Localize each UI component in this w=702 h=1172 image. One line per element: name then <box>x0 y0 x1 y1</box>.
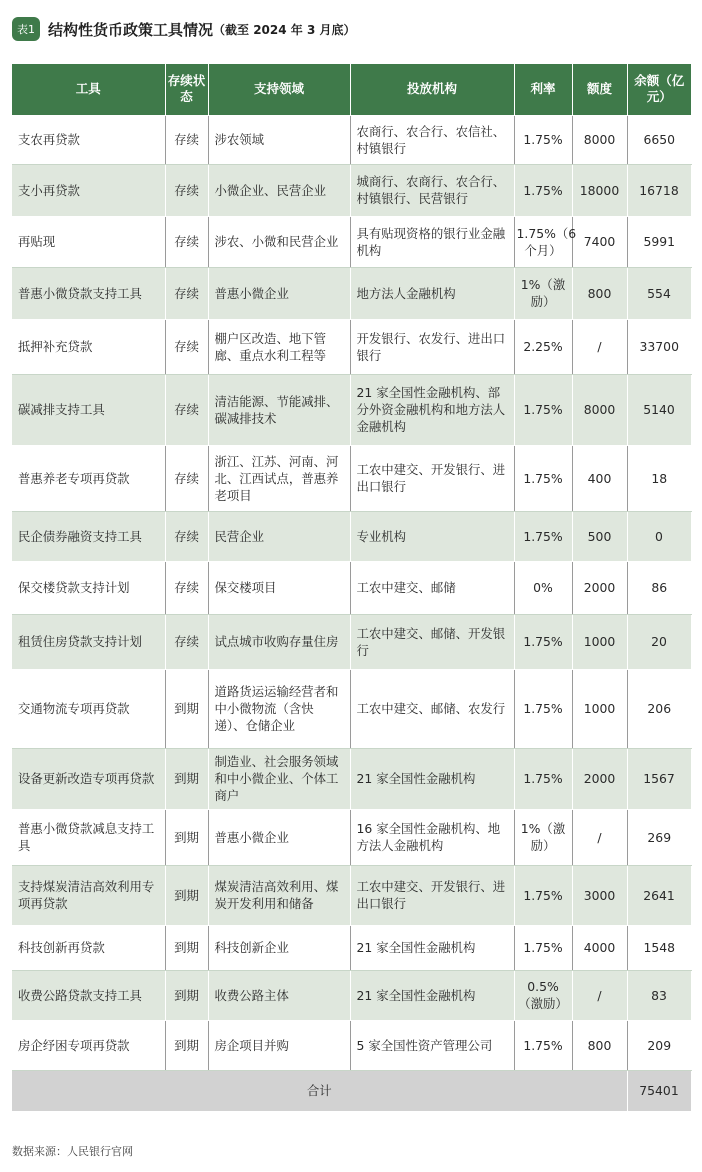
table-row <box>12 164 691 216</box>
cell-quota: 500 <box>572 511 627 561</box>
cell-quota: 7400 <box>572 216 627 267</box>
cell-area: 民营企业 <box>208 511 350 561</box>
table-row <box>12 374 691 445</box>
total-label: 合计 <box>12 1070 627 1111</box>
cell-rate: 1.75% <box>514 164 572 216</box>
table-caption <box>12 14 692 44</box>
cell-balance: 33700 <box>627 319 691 374</box>
cell-status: 存续 <box>165 319 208 374</box>
cell-status: 存续 <box>165 374 208 445</box>
table-row <box>12 809 691 865</box>
cell-rate: 1%（激励） <box>514 267 572 319</box>
cell-quota: 8000 <box>572 374 627 445</box>
cell-rate: 0% <box>514 561 572 614</box>
total-balance: 75401 <box>627 1070 691 1111</box>
cell-status: 到期 <box>165 865 208 925</box>
policy-tools-table <box>12 64 692 1111</box>
cell-institution: 农商行、农合行、农信社、村镇银行 <box>350 115 514 164</box>
cell-balance: 6650 <box>627 115 691 164</box>
cell-balance: 1548 <box>627 925 691 970</box>
cell-tool: 保交楼贷款支持计划 <box>12 561 165 614</box>
cell-rate: 1.75% <box>514 511 572 561</box>
table-date-note: （截至 2024 年 3 月底） <box>213 22 356 37</box>
cell-tool: 碳减排支持工具 <box>12 374 165 445</box>
cell-balance: 206 <box>627 669 691 748</box>
cell-quota: / <box>572 809 627 865</box>
cell-institution: 16 家全国性金融机构、地方法人金融机构 <box>350 809 514 865</box>
cell-status: 存续 <box>165 445 208 511</box>
cell-quota: / <box>572 970 627 1020</box>
cell-quota: 400 <box>572 445 627 511</box>
header-status: 存续状态 <box>165 64 208 115</box>
cell-rate: 1.75%（6个月） <box>514 216 572 267</box>
cell-tool: 租赁住房贷款支持计划 <box>12 614 165 669</box>
cell-institution: 5 家全国性资产管理公司 <box>350 1020 514 1070</box>
cell-area: 棚户区改造、地下管廊、重点水利工程等 <box>208 319 350 374</box>
cell-area: 普惠小微企业 <box>208 267 350 319</box>
cell-status: 存续 <box>165 115 208 164</box>
header-tool: 工具 <box>12 64 165 115</box>
cell-institution: 工农中建交、邮储、开发银行 <box>350 614 514 669</box>
cell-tool: 普惠小微贷款减息支持工具 <box>12 809 165 865</box>
cell-institution: 具有贴现资格的银行业金融机构 <box>350 216 514 267</box>
cell-tool: 抵押补充贷款 <box>12 319 165 374</box>
table-row <box>12 970 691 1020</box>
cell-quota: 18000 <box>572 164 627 216</box>
cell-rate: 1.75% <box>514 374 572 445</box>
cell-tool: 再贴现 <box>12 216 165 267</box>
cell-quota: 800 <box>572 267 627 319</box>
table-row <box>12 319 691 374</box>
cell-tool: 普惠小微贷款支持工具 <box>12 267 165 319</box>
cell-balance: 18 <box>627 445 691 511</box>
cell-status: 到期 <box>165 669 208 748</box>
table-row <box>12 267 691 319</box>
cell-rate: 1.75% <box>514 669 572 748</box>
cell-rate: 1.75% <box>514 925 572 970</box>
cell-rate: 1.75% <box>514 614 572 669</box>
table-row <box>12 925 691 970</box>
cell-institution: 工农中建交、开发银行、进出口银行 <box>350 865 514 925</box>
cell-tool: 房企纾困专项再贷款 <box>12 1020 165 1070</box>
header-row <box>12 64 691 115</box>
cell-balance: 1567 <box>627 748 691 809</box>
table-row <box>12 669 691 748</box>
cell-institution: 工农中建交、邮储 <box>350 561 514 614</box>
cell-area: 科技创新企业 <box>208 925 350 970</box>
cell-balance: 86 <box>627 561 691 614</box>
cell-balance: 5991 <box>627 216 691 267</box>
table-row <box>12 1020 691 1070</box>
cell-quota: 1000 <box>572 614 627 669</box>
cell-balance: 554 <box>627 267 691 319</box>
table-row <box>12 115 691 164</box>
cell-rate: 1.75% <box>514 748 572 809</box>
cell-tool: 支小再贷款 <box>12 164 165 216</box>
cell-balance: 2641 <box>627 865 691 925</box>
cell-area: 制造业、社会服务领域和中小微企业、个体工商户 <box>208 748 350 809</box>
cell-area: 小微企业、民营企业 <box>208 164 350 216</box>
cell-status: 到期 <box>165 748 208 809</box>
table-title: 结构性货币政策工具情况 <box>48 20 214 39</box>
cell-status: 存续 <box>165 614 208 669</box>
cell-area: 清洁能源、节能减排、碳减排技术 <box>208 374 350 445</box>
cell-tool: 交通物流专项再贷款 <box>12 669 165 748</box>
cell-status: 存续 <box>165 164 208 216</box>
cell-institution: 开发银行、农发行、进出口银行 <box>350 319 514 374</box>
cell-area: 普惠小微企业 <box>208 809 350 865</box>
cell-rate: 1.75% <box>514 115 572 164</box>
cell-status: 到期 <box>165 970 208 1020</box>
cell-area: 道路货运运输经营者和中小微物流（含快递）、仓储企业 <box>208 669 350 748</box>
cell-rate: 1%（激励） <box>514 809 572 865</box>
table-row <box>12 216 691 267</box>
cell-tool: 民企债券融资支持工具 <box>12 511 165 561</box>
cell-institution: 21 家全国性金融机构 <box>350 748 514 809</box>
cell-status: 到期 <box>165 1020 208 1070</box>
table-number-badge: 表1 <box>12 17 40 41</box>
cell-tool: 设备更新改造专项再贷款 <box>12 748 165 809</box>
cell-rate: 1.75% <box>514 445 572 511</box>
cell-institution: 21 家全国性金融机构、部分外资金融机构和地方法人金融机构 <box>350 374 514 445</box>
cell-quota: 2000 <box>572 748 627 809</box>
cell-institution: 城商行、农商行、农合行、村镇银行、民营银行 <box>350 164 514 216</box>
cell-area: 浙江、江苏、河南、河北、江西试点，普惠养老项目 <box>208 445 350 511</box>
cell-tool: 普惠养老专项再贷款 <box>12 445 165 511</box>
cell-area: 煤炭清洁高效利用、煤炭开发利用和储备 <box>208 865 350 925</box>
cell-institution: 地方法人金融机构 <box>350 267 514 319</box>
data-source-note: 数据来源：人民银行官网 <box>12 1145 133 1158</box>
cell-status: 存续 <box>165 511 208 561</box>
cell-balance: 269 <box>627 809 691 865</box>
cell-status: 到期 <box>165 809 208 865</box>
cell-status: 存续 <box>165 216 208 267</box>
table-row <box>12 445 691 511</box>
cell-rate: 0.5%（激励） <box>514 970 572 1020</box>
cell-balance: 209 <box>627 1020 691 1070</box>
cell-institution: 工农中建交、邮储、农发行 <box>350 669 514 748</box>
cell-area: 涉农领域 <box>208 115 350 164</box>
cell-quota: 8000 <box>572 115 627 164</box>
cell-status: 到期 <box>165 925 208 970</box>
cell-rate: 1.75% <box>514 865 572 925</box>
cell-quota: 800 <box>572 1020 627 1070</box>
cell-quota: 3000 <box>572 865 627 925</box>
table-row <box>12 511 691 561</box>
table-row <box>12 614 691 669</box>
cell-tool: 收费公路贷款支持工具 <box>12 970 165 1020</box>
cell-status: 存续 <box>165 267 208 319</box>
cell-quota: 4000 <box>572 925 627 970</box>
table-row <box>12 561 691 614</box>
cell-area: 涉农、小微和民营企业 <box>208 216 350 267</box>
cell-rate: 1.75% <box>514 1020 572 1070</box>
cell-quota: 1000 <box>572 669 627 748</box>
cell-balance: 16718 <box>627 164 691 216</box>
cell-balance: 83 <box>627 970 691 1020</box>
cell-balance: 20 <box>627 614 691 669</box>
cell-status: 存续 <box>165 561 208 614</box>
cell-area: 试点城市收购存量住房 <box>208 614 350 669</box>
header-institution: 投放机构 <box>350 64 514 115</box>
cell-tool: 科技创新再贷款 <box>12 925 165 970</box>
cell-area: 保交楼项目 <box>208 561 350 614</box>
cell-institution: 专业机构 <box>350 511 514 561</box>
cell-balance: 5140 <box>627 374 691 445</box>
cell-institution: 21 家全国性金融机构 <box>350 970 514 1020</box>
cell-rate: 2.25% <box>514 319 572 374</box>
cell-quota: 2000 <box>572 561 627 614</box>
cell-quota: / <box>572 319 627 374</box>
header-quota: 额度 <box>572 64 627 115</box>
cell-area: 房企项目并购 <box>208 1020 350 1070</box>
table-row <box>12 748 691 809</box>
cell-balance: 0 <box>627 511 691 561</box>
cell-tool: 支农再贷款 <box>12 115 165 164</box>
total-row <box>12 1070 691 1111</box>
header-area: 支持领域 <box>208 64 350 115</box>
header-balance: 余额（亿元） <box>627 64 691 115</box>
cell-institution: 工农中建交、开发银行、进出口银行 <box>350 445 514 511</box>
cell-institution: 21 家全国性金融机构 <box>350 925 514 970</box>
table-row <box>12 865 691 925</box>
header-rate: 利率 <box>514 64 572 115</box>
cell-area: 收费公路主体 <box>208 970 350 1020</box>
cell-tool: 支持煤炭清洁高效利用专项再贷款 <box>12 865 165 925</box>
